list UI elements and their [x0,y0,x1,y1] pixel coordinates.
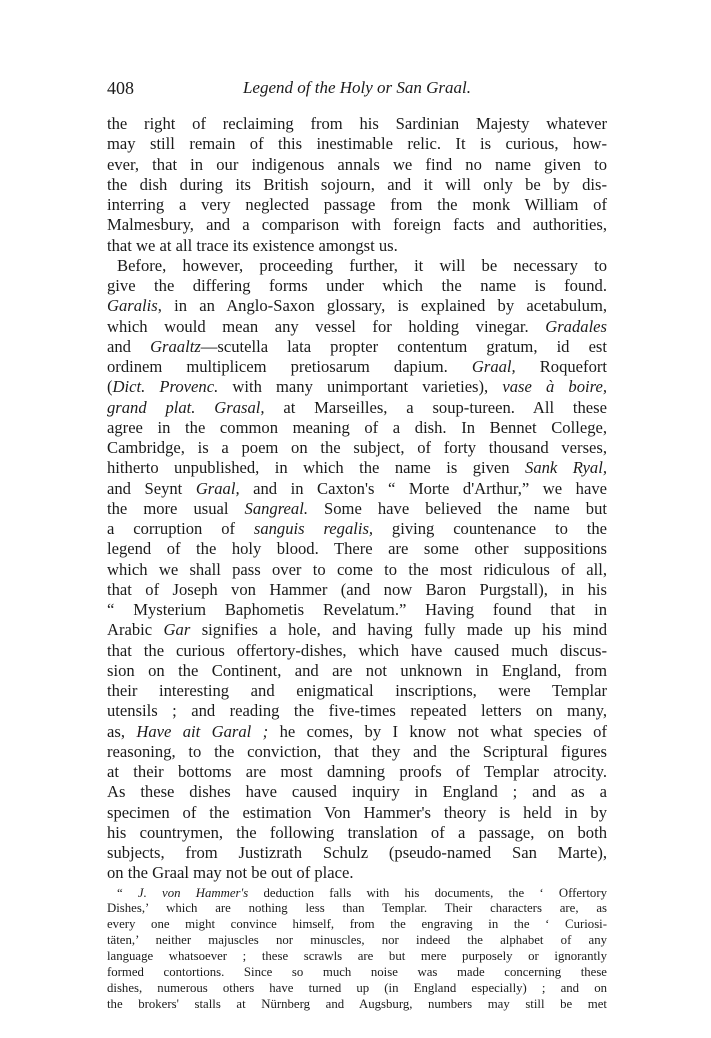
text-line: ever, that in our indigenous annals we find no name given to [107,154,607,174]
text-line: at their bottoms are most damning proofs of Templar atrocity. [107,762,607,781]
text-line: that of Joseph von Hammer (and now Baron Purgstall), in his [107,579,607,599]
footnote-line: dishes, numerous others have turned up (in England especially) ; and on [107,980,607,995]
text-line: Before, however, proceeding further, it will be necessary to [117,255,607,275]
footnote-line: every one might convince himself, from the engraving in the ‘ Curiosi- [107,917,607,932]
text-line: which we shall pass over to come to the most ridiculous of all, [107,559,607,579]
text-line: As these dishes have caused inquiry in England ; and as a [107,782,607,802]
text-line: subjects, from Justizrath Schulz (pseudo-named San Marte), [107,843,607,862]
text-line: and Seynt Graal, and in Caxton's “ Morte d'Arthur,” we have [107,478,607,498]
text-line: sion on the Continent, and are not unknown in England, from [107,660,607,680]
footnote [107,886,607,1013]
text-line: Garalis, in an Anglo-Saxon glossary, is explained by acetabulum, [107,296,607,316]
text-line: his countrymen, the following translation of a passage, on both [107,822,607,842]
text-line: Arabic Gar signifies a hole, and having fully made up his mind [107,620,608,640]
text-line: as, Have ait Garal ; he comes, by I know not what species of [107,721,608,741]
text-line: which would mean any vessel for holding vinegar. Gradales [107,316,607,336]
running-title: Legend of the Holy or San Graal. [242,78,472,97]
footnote-line: Dishes,’ which are nothing less than Templar. Their characters are, as [107,901,607,916]
body-text [107,114,607,1013]
page-number: 408 [107,78,134,98]
text-line: and Graaltz—scutella lata propter contentum gratum, id est [107,336,608,356]
text-line: interring a very neglected passage from the monk William of [107,195,607,214]
text-line: the dish during its British sojourn, and it will only be by dis- [107,174,607,194]
text-line: give the differing forms under which the name is found. [107,276,607,295]
text-line: ordinem multiplicem pretiosarum dapium. Graal, Roquefort [107,357,608,376]
main-paragraphs [107,114,607,884]
text-line: (Dict. Provenc. with many unimportant varieties), vase à boire, [107,377,607,397]
footnote-line: “ J. von Hammer's deduction falls with his documents, the ‘ Offertory [117,885,607,900]
text-line: legend of the holy blood. There are some other suppositions [107,539,607,559]
text-line: may still remain of this inestimable relic. It is curious, how- [107,134,607,154]
text-line: the more usual Sangreal. Some have believed the name but [107,498,607,518]
text-line: their interesting and enigmatical inscriptions, were Templar [107,681,607,700]
text-line: specimen of the estimation Von Hammer's theory is held in by [107,802,607,822]
footnote-line: the brokers' stalls at Nürnberg and Augsburg, numbers may still be met [107,996,607,1011]
text-line: Cambridge, is a poem on the subject, of forty thousand verses, [107,438,607,457]
footnote-line: täten,’ neither majuscles nor minuscles, nor indeed the alphabet of any [107,933,607,948]
footnote-line: formed contortions. Since so much noise was made concerning these [107,964,607,979]
text-line: Malmesbury, and a comparison with foreign facts and authorities, [107,215,607,235]
footnote-line: language whatsoever ; these scrawls are but mere purposely or ignorantly [107,949,607,964]
text-line: on the Graal may not be out of place. [107,863,354,883]
text-line: agree in the common meaning of a dish. In Bennet College, [107,417,607,437]
text-line: utensils ; and reading the five-times repeated letters on many, [107,701,607,721]
text-line: a corruption of sanguis regalis, giving countenance to the [107,519,607,538]
text-line: the right of reclaiming from his Sardinian Majesty whatever [107,114,607,133]
text-line: hitherto unpublished, in which the name is given Sank Ryal, [107,458,607,478]
text-line: that we at all trace its existence amongst us. [107,235,398,255]
text-line: “ Mysterium Baphometis Revelatum.” Having found that in [107,600,607,619]
running-header [107,78,607,102]
text-line: reasoning, to the conviction, that they and the Scriptural figures [107,741,607,761]
text-line: that the curious offertory-dishes, which have caused much discus- [107,640,607,660]
text-line: grand plat. Grasal, at Marseilles, a soup-tureen. All these [107,397,607,417]
